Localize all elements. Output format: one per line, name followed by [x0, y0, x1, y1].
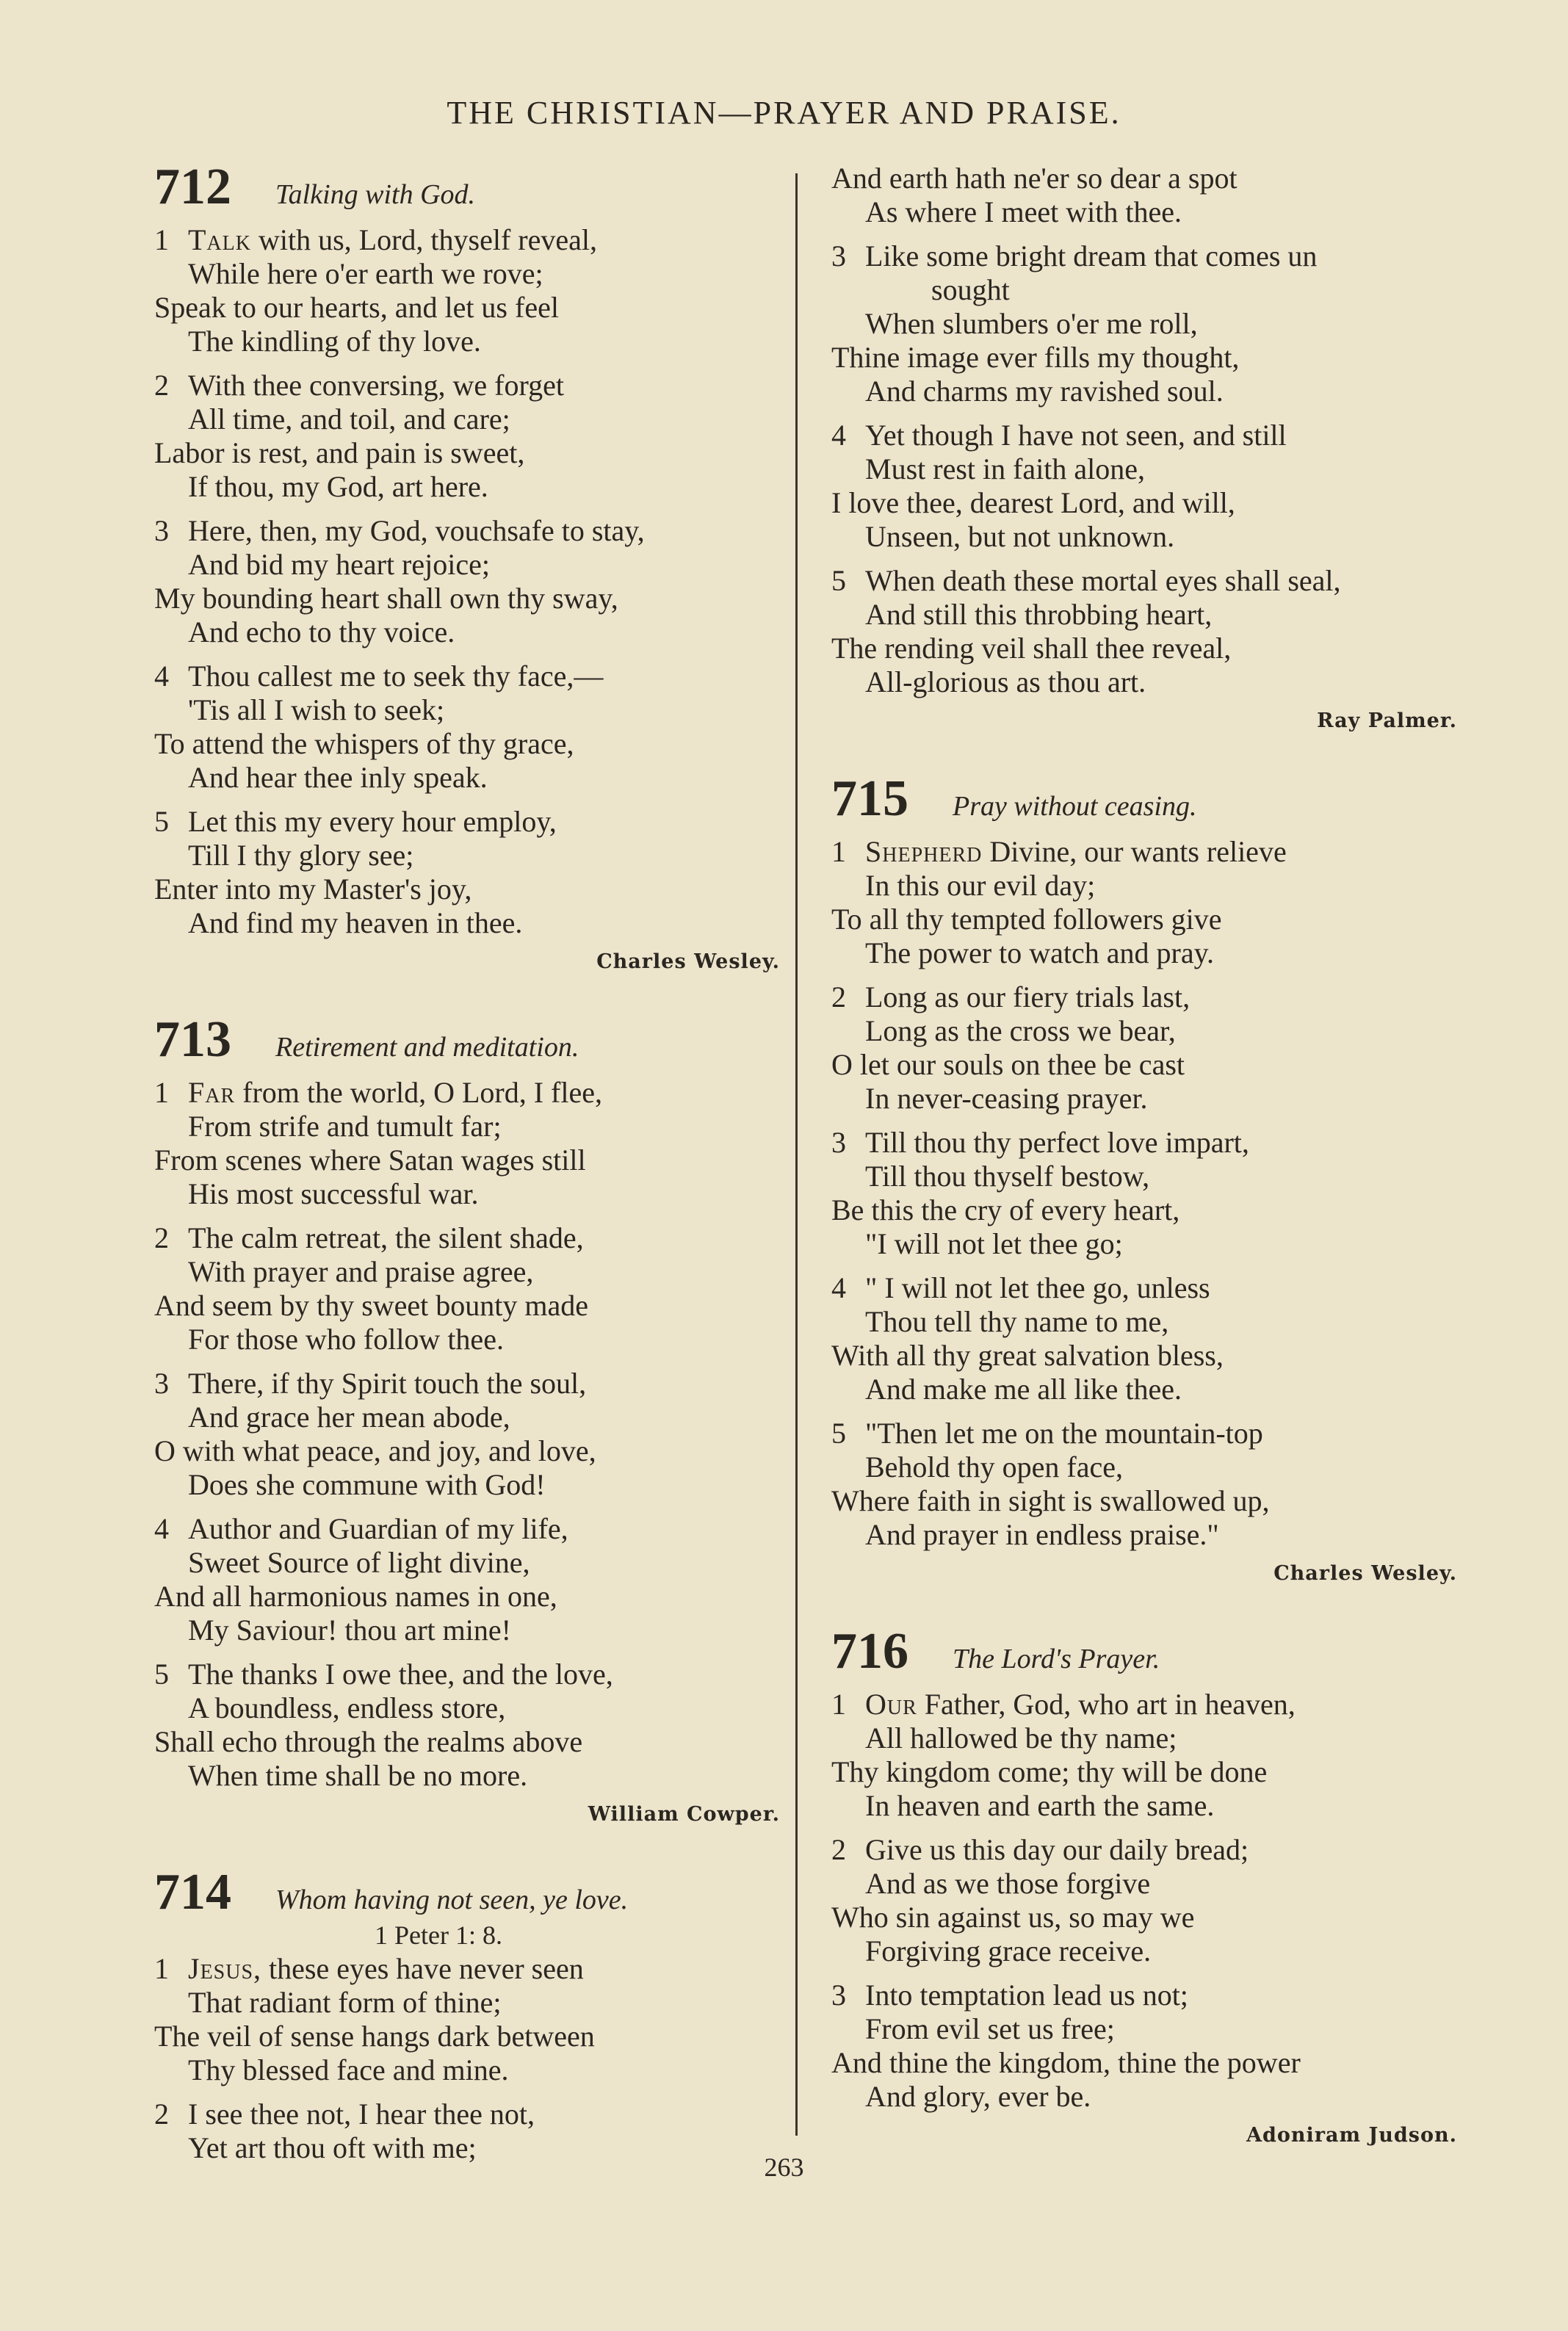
verse-line: His most successful war. — [188, 1177, 479, 1210]
verse-line: Thou callest me to seek thy face,— — [188, 659, 604, 693]
stanza-number: 2 — [154, 369, 169, 402]
verse-line: Into temptation lead us not; — [865, 1978, 1188, 2012]
verse-line: with us, Lord, thyself reveal, — [258, 223, 597, 256]
first-word: Far — [188, 1076, 236, 1109]
verse-line: My Saviour! thou art mine! — [188, 1613, 511, 1647]
hymn-number: 715 — [831, 770, 908, 827]
hymn-714-continued — [831, 162, 1463, 732]
verse-line: " I will not let thee go, unless — [865, 1271, 1210, 1304]
stanza — [831, 1688, 1463, 1823]
verse-line: Must rest in faith alone, — [865, 452, 1146, 485]
hymn-715 — [831, 770, 1463, 1585]
verse-line: From strife and tumult far; — [188, 1110, 502, 1143]
hymn-title: Retirement and meditation. — [275, 1032, 579, 1063]
stanza-number: 1 — [831, 835, 846, 868]
verse-line: Thy kingdom come; thy will be done — [831, 1755, 1268, 1788]
verse-line: Shall echo through the realms above — [154, 1725, 583, 1758]
right-column — [831, 162, 1463, 2188]
hymn-author: Ray Palmer. — [1317, 709, 1457, 732]
verse-line: Like some bright dream that comes un — [865, 239, 1318, 272]
verse-line: And bid my heart rejoice; — [188, 548, 490, 581]
hymn-author: Adoniram Judson. — [1246, 2124, 1457, 2147]
stanza — [154, 1658, 786, 1793]
verse-line: And as we those forgive — [865, 1867, 1151, 1900]
stanza — [831, 1978, 1463, 2114]
stanza — [831, 1417, 1463, 1552]
verse-line: With all thy great salvation bless, — [831, 1339, 1224, 1372]
verse-line: To all thy tempted followers give — [831, 903, 1222, 936]
first-word: Shepherd — [865, 835, 983, 868]
hymn-title: Pray without ceasing. — [953, 791, 1197, 822]
verse-line: I see thee not, I hear thee not, — [188, 2097, 535, 2131]
verse-line: Till I thy glory see; — [188, 839, 414, 872]
verse-line: Let this my every hour employ, — [188, 805, 557, 838]
hymn-713 — [154, 1011, 786, 1826]
verse-line: To attend the whispers of thy grace, — [154, 727, 574, 760]
stanza — [154, 805, 786, 940]
stanza — [831, 835, 1463, 970]
verse-line: In heaven and earth the same. — [865, 1789, 1215, 1822]
verse-line: "I will not let thee go; — [865, 1227, 1123, 1260]
verse-line: All time, and toil, and care; — [188, 402, 510, 436]
verse-line: Father, God, who art in heaven, — [924, 1688, 1296, 1721]
verse-line: In this our evil day; — [865, 869, 1096, 902]
verse-line: "Then let me on the mountain-top — [865, 1417, 1263, 1450]
stanza — [154, 1512, 786, 1647]
stanza-number: 1 — [154, 1952, 169, 1985]
stanza — [831, 1833, 1463, 1968]
stanza-number: 1 — [154, 223, 169, 256]
first-word: Jesus, — [188, 1952, 262, 1985]
verse-line: Behold thy open face, — [865, 1450, 1123, 1483]
verse-line: O let our souls on thee be cast — [831, 1048, 1185, 1081]
verse-line: Be this the cry of every heart, — [831, 1193, 1180, 1226]
verse-line: The veil of sense hangs dark between — [154, 2020, 595, 2053]
stanza-number: 5 — [154, 1658, 169, 1691]
stanza — [154, 514, 786, 649]
hymn-714 — [154, 1864, 786, 2165]
verse-line: And earth hath ne'er so dear a spot — [831, 162, 1238, 195]
hymn-author: William Cowper. — [588, 1803, 780, 1826]
verse-line: Thy blessed face and mine. — [188, 2053, 509, 2086]
verse-line: I love thee, dearest Lord, and will, — [831, 486, 1235, 519]
verse-line: these eyes have never seen — [269, 1952, 584, 1985]
stanza-number: 3 — [831, 1126, 846, 1159]
verse-line: The calm retreat, the silent shade, — [188, 1221, 584, 1254]
first-word: Talk — [188, 223, 251, 256]
verse-line: From evil set us free; — [865, 2012, 1115, 2045]
verse-line: The power to watch and pray. — [865, 936, 1214, 969]
stanza-number: 4 — [831, 1271, 846, 1304]
stanza — [831, 1126, 1463, 1261]
verse-line: O with what peace, and joy, and love, — [154, 1434, 596, 1467]
verse-line: Sweet Source of light divine, — [188, 1546, 530, 1579]
verse-line: 'Tis all I wish to seek; — [188, 693, 445, 726]
verse-line: The kindling of thy love. — [188, 325, 481, 358]
verse-line: From scenes where Satan wages still — [154, 1143, 586, 1177]
verse-line: With thee conversing, we forget — [188, 369, 564, 402]
verse-line: Thine image ever fills my thought, — [831, 341, 1240, 374]
stanza-number: 1 — [831, 1688, 846, 1721]
verse-line: The thanks I owe thee, and the love, — [188, 1658, 613, 1691]
left-column — [154, 159, 786, 2175]
hymn-number: 712 — [154, 159, 231, 215]
hymn-title: The Lord's Prayer. — [953, 1644, 1160, 1674]
verse-line: Long as the cross we bear, — [865, 1014, 1176, 1047]
stanza — [154, 659, 786, 795]
verse-line: There, if thy Spirit touch the soul, — [188, 1367, 587, 1400]
hymn-number: 716 — [831, 1623, 908, 1680]
verse-line: Speak to our hearts, and let us feel — [154, 291, 559, 324]
verse-line: When death these mortal eyes shall seal, — [865, 564, 1341, 597]
verse-line: Long as our fiery trials last, — [865, 980, 1191, 1013]
verse-line: from the world, O Lord, I flee, — [242, 1076, 602, 1109]
stanza-number: 3 — [831, 1978, 846, 2012]
verse-line: My bounding heart shall own thy sway, — [154, 582, 618, 615]
stanza-number: 4 — [154, 1512, 169, 1545]
verse-line: And thine the kingdom, thine the power — [831, 2046, 1301, 2079]
stanza — [831, 162, 1463, 229]
verse-line: And hear thee inly speak. — [188, 761, 488, 794]
hymn-712 — [154, 159, 786, 973]
stanza-number: 5 — [154, 805, 169, 838]
verse-line: Here, then, my God, vouchsafe to stay, — [188, 514, 645, 547]
verse-line: And echo to thy voice. — [188, 615, 455, 648]
verse-line: That radiant form of thine; — [188, 1986, 502, 2019]
verse-line: And glory, ever be. — [865, 2080, 1091, 2113]
stanza — [154, 223, 786, 358]
stanza — [831, 980, 1463, 1116]
verse-line: In never-ceasing prayer. — [865, 1082, 1148, 1115]
stanza — [154, 1221, 786, 1356]
verse-line: The rending veil shall thee reveal, — [831, 632, 1232, 665]
verse-line: For those who follow thee. — [188, 1323, 504, 1356]
page-number: 263 — [764, 2153, 804, 2182]
hymn-author: Charles Wesley. — [596, 950, 780, 973]
first-word: Our — [865, 1688, 917, 1721]
verse-line: Author and Guardian of my life, — [188, 1512, 568, 1545]
stanza-number: 5 — [831, 1417, 846, 1450]
stanza — [831, 239, 1463, 408]
verse-line: Till thou thy perfect love impart, — [865, 1126, 1249, 1159]
stanza-number: 3 — [831, 239, 846, 272]
verse-line: Till thou thyself bestow, — [865, 1160, 1150, 1193]
stanza — [831, 419, 1463, 554]
hymn-number: 713 — [154, 1011, 231, 1068]
stanza — [154, 1367, 786, 1502]
page-header: THE CHRISTIAN—PRAYER AND PRAISE. — [447, 95, 1121, 131]
verse-line: And prayer in endless praise." — [865, 1518, 1219, 1551]
stanza-number: 3 — [154, 514, 169, 547]
verse-line: And all harmonious names in one, — [154, 1580, 557, 1613]
verse-line: As where I meet with thee. — [865, 195, 1182, 228]
verse-line: Enter into my Master's joy, — [154, 872, 472, 906]
hymn-title: Talking with God. — [275, 179, 476, 210]
verse-line: Labor is rest, and pain is sweet, — [154, 436, 525, 469]
stanza-number: 1 — [154, 1076, 169, 1109]
verse-line: Where faith in sight is swallowed up, — [831, 1484, 1270, 1517]
verse-line: A boundless, endless store, — [188, 1691, 506, 1724]
verse-line: Give us this day our daily bread; — [865, 1833, 1249, 1866]
verse-line: Yet though I have not seen, and still — [865, 419, 1287, 452]
stanza — [154, 369, 786, 504]
hymn-number: 714 — [154, 1864, 231, 1920]
stanza-number: 5 — [831, 564, 846, 597]
verse-line: Thou tell thy name to me, — [865, 1305, 1169, 1338]
verse-line: And find my heaven in thee. — [188, 906, 523, 939]
verse-line: Yet art thou oft with me; — [188, 2131, 477, 2164]
column-divider — [795, 173, 798, 2136]
stanza-number: 4 — [831, 419, 846, 452]
verse-line: Divine, our wants relieve — [989, 835, 1287, 868]
verse-line: sought — [931, 273, 1010, 306]
stanza — [831, 1271, 1463, 1406]
stanza — [154, 1952, 786, 2087]
verse-line: And make me all like thee. — [865, 1373, 1182, 1406]
verse-line: And grace her mean abode, — [188, 1401, 510, 1434]
verse-line: Who sin against us, so may we — [831, 1901, 1195, 1934]
stanza-number: 2 — [831, 980, 846, 1013]
verse-line: While here o'er earth we rove; — [188, 257, 543, 290]
verse-line: If thou, my God, art here. — [188, 470, 488, 503]
stanza-number: 3 — [154, 1367, 169, 1400]
verse-line: And seem by thy sweet bounty made — [154, 1289, 588, 1322]
verse-line: When time shall be no more. — [188, 1759, 528, 1792]
hymn-author: Charles Wesley. — [1273, 1562, 1457, 1585]
verse-line: Forgiving grace receive. — [865, 1934, 1152, 1967]
hymn-title: Whom having not seen, ye love. — [275, 1884, 629, 1915]
verse-line: All hallowed be thy name; — [865, 1721, 1177, 1754]
hymn-716 — [831, 1623, 1463, 2147]
stanza — [831, 564, 1463, 699]
scripture-reference: 1 Peter 1: 8. — [375, 1920, 502, 1950]
stanza — [154, 1076, 786, 1211]
verse-line: All-glorious as thou art. — [865, 665, 1146, 698]
verse-line: And still this throbbing heart, — [865, 598, 1213, 631]
verse-line: Unseen, but not unknown. — [865, 520, 1175, 553]
stanza-number: 4 — [154, 659, 169, 693]
stanza-number: 2 — [154, 1221, 169, 1254]
stanza-number: 2 — [154, 2097, 169, 2131]
verse-line: When slumbers o'er me roll, — [865, 307, 1198, 340]
stanza-number: 2 — [831, 1833, 846, 1866]
verse-line: Does she commune with God! — [188, 1468, 546, 1501]
verse-line: With prayer and praise agree, — [188, 1255, 534, 1288]
verse-line: And charms my ravished soul. — [865, 375, 1224, 408]
